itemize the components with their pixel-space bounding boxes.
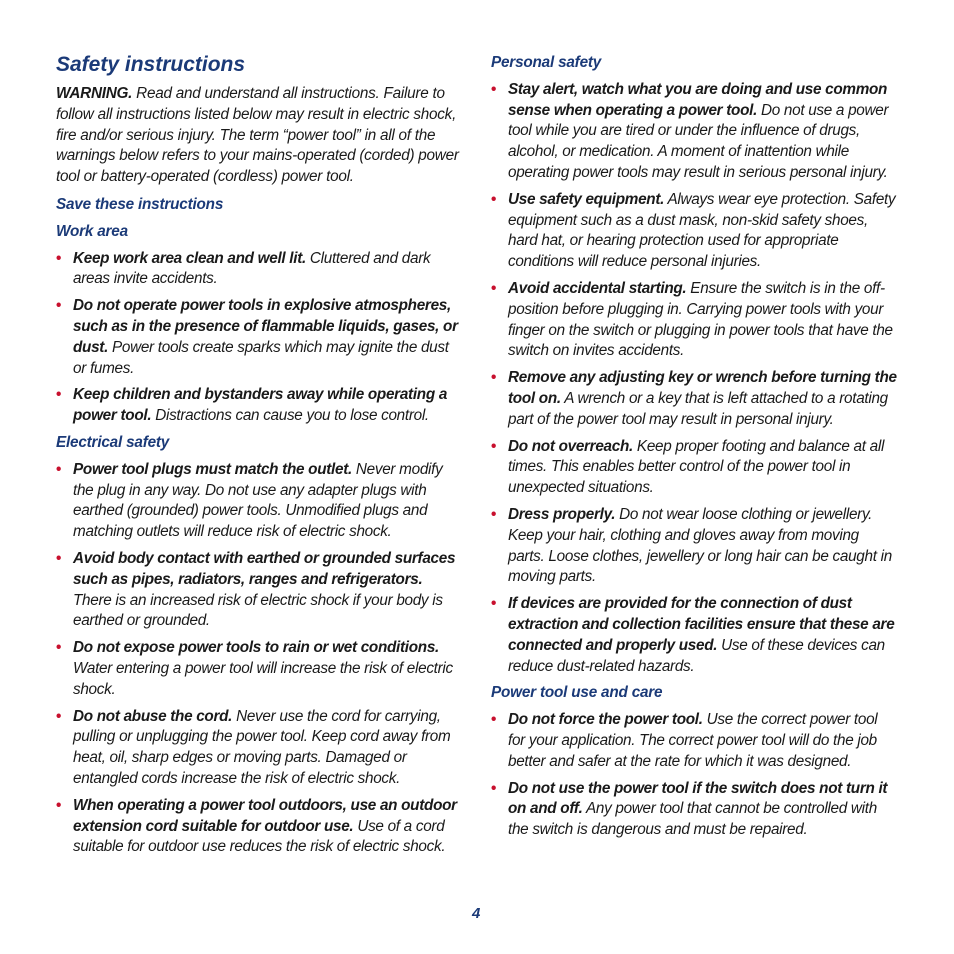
list-item: [56, 460, 464, 543]
save-instructions-heading: Save these instructions: [56, 195, 224, 213]
list-item: [491, 505, 897, 588]
page-title: Safety instructions: [56, 53, 246, 76]
instruction-title: Do not expose power tools to rain or wet conditions.: [73, 639, 439, 657]
left-column: [56, 52, 464, 864]
list-item: [56, 296, 464, 379]
instruction-text: There is an increased risk of electric shock if your body is earthed or grounded.: [73, 591, 443, 630]
instruction-title: When operating a power tool outdoors, use an outdoor extension cord suitable for outdoor use.: [73, 796, 457, 835]
list-item: [491, 779, 897, 841]
instruction-text: Never modify the plug in any way. Do not use any adapter plugs with earthed (grounded) power tools. Unmodified plugs and matching outlets will reduce risk of electric shock.: [73, 460, 443, 541]
instruction-text: Do not use a power tool while you are tired or under the influence of drugs, alcohol, or medication. A moment of inattention while operating power tools may result in serious personal injury.: [508, 101, 889, 181]
instruction-list-power-tool-use-and-care: [491, 710, 897, 841]
instruction-text: A wrench or a key that is left attached to a rotating part of the power tool may result in personal injury.: [508, 389, 888, 428]
section-heading-electrical-safety: Electrical safety: [56, 433, 170, 451]
list-item: [491, 190, 897, 273]
instruction-title: Stay alert, watch what you are doing and use common sense when operating a power tool.: [508, 80, 888, 119]
bullet-icon: •: [56, 549, 62, 567]
bullet-icon: •: [491, 595, 497, 613]
bullet-icon: •: [56, 639, 62, 657]
instruction-title: Keep children and bystanders away while operating a power tool.: [73, 386, 448, 425]
bullet-icon: •: [491, 437, 497, 455]
section-heading-work-area: Work area: [56, 222, 128, 240]
instruction-title: Do not force the power tool.: [508, 711, 703, 729]
bullet-icon: •: [491, 80, 497, 98]
intro-paragraph: [56, 84, 464, 188]
list-item: [56, 549, 464, 632]
instruction-text: Never use the cord for carrying, pulling or unplugging the power tool. Keep cord away from heat, oil, sharp edges or moving parts. Damaged or entangled cords increase the risk of electric shock.: [73, 707, 451, 787]
instruction-title: Do not abuse the cord.: [73, 707, 233, 725]
instruction-title: Use safety equipment.: [508, 190, 665, 208]
page-number: 4: [472, 905, 481, 922]
instruction-title: Keep work area clean and well lit.: [73, 249, 306, 267]
instruction-title: Remove any adjusting key or wrench before turning the tool on.: [508, 369, 897, 407]
bullet-icon: •: [56, 297, 62, 315]
instruction-title: Avoid body contact with earthed or grounded surfaces such as pipes, radiators, ranges and refrigerators.: [73, 549, 456, 588]
warning-label: WARNING.: [56, 85, 133, 102]
instruction-list-electrical-safety: [56, 460, 464, 858]
list-item: [56, 385, 464, 427]
instruction-title: Do not operate power tools in explosive atmospheres, such as in the presence of flammable liquids, gases, or dust.: [73, 297, 458, 356]
instruction-text: Ensure the switch is in the off-position before plugging in. Carrying power tools with your finger on the switch or plugging in power tools that have the switch on invites accidents.: [508, 279, 893, 360]
left-sections: [56, 222, 464, 858]
list-item: [491, 80, 897, 184]
list-item: [491, 368, 897, 430]
instruction-text: Use of a cord suitable for outdoor use reduces the risk of electric shock.: [73, 817, 446, 856]
list-item: [56, 638, 464, 700]
instruction-text: Water entering a power tool will increase the risk of electric shock.: [73, 659, 453, 698]
instruction-text: Keep proper footing and balance at all times. This enables better control of the power tool in unexpected situations.: [508, 437, 885, 497]
instruction-list-personal-safety: [491, 80, 897, 678]
right-sections: [491, 53, 897, 841]
bullet-icon: •: [56, 249, 62, 267]
bullet-icon: •: [56, 707, 62, 725]
instruction-title: Avoid accidental starting.: [508, 279, 687, 297]
list-item: [56, 249, 464, 291]
instruction-text: Distractions can cause you to lose control.: [151, 407, 429, 425]
list-item: [56, 796, 464, 858]
bullet-icon: •: [491, 779, 497, 797]
instruction-text: Do not wear loose clothing or jewellery. Keep your hair, clothing and gloves away from moving parts. Loose clothes, jewellery or long hair can be caught in moving parts.: [508, 505, 892, 586]
right-column: [491, 53, 897, 847]
bullet-icon: •: [491, 711, 497, 729]
instruction-title: Do not overreach.: [508, 437, 633, 455]
instruction-list-work-area: [56, 249, 464, 427]
section-heading-power-tool-use-and-care: Power tool use and care: [491, 684, 663, 702]
list-item: [491, 594, 897, 677]
instruction-text: Use of these devices can reduce dust-related hazards.: [508, 636, 885, 675]
section-heading-personal-safety: Personal safety: [491, 54, 602, 71]
list-item: [491, 279, 897, 362]
warning-text: Read and understand all instructions. Failure to follow all instructions listed below may result in electric shock, fire and/or serious injury. The term “power tool” in all of the warnings below refers to your mains-operated (corded) power tool or battery-operated (cordless) power tool.: [56, 85, 459, 186]
instruction-text: Use the correct power tool for your application. The correct power tool will do the job better and safer at the rate for which it was designed.: [508, 711, 878, 770]
instruction-title: If devices are provided for the connection of dust extraction and collection facilities ensure that these are connected and properly used.: [508, 595, 895, 654]
bullet-icon: •: [491, 279, 497, 297]
bullet-icon: •: [56, 796, 62, 814]
instruction-text: Any power tool that cannot be controlled with the switch is dangerous and must be repaired.: [508, 800, 877, 839]
bullet-icon: •: [56, 460, 62, 478]
list-item: [491, 437, 897, 499]
list-item: [56, 707, 464, 790]
instruction-title: Dress properly.: [508, 505, 616, 523]
bullet-icon: •: [491, 505, 497, 523]
bullet-icon: •: [56, 386, 62, 404]
instruction-text: Cluttered and dark areas invite accidents.: [73, 249, 431, 288]
instruction-title: Do not use the power tool if the switch does not turn it on and off.: [508, 779, 888, 818]
bullet-icon: •: [491, 190, 497, 208]
instruction-title: Power tool plugs must match the outlet.: [73, 460, 352, 478]
instruction-text: Always wear eye protection. Safety equipment such as a dust mask, non-skid safety shoes, hard hat, or hearing protection used for appropriate conditions will reduce personal injuries.: [508, 190, 896, 271]
bullet-icon: •: [491, 369, 497, 387]
instruction-text: Power tools create sparks which may ignite the dust or fumes.: [73, 338, 449, 377]
list-item: [491, 710, 897, 772]
